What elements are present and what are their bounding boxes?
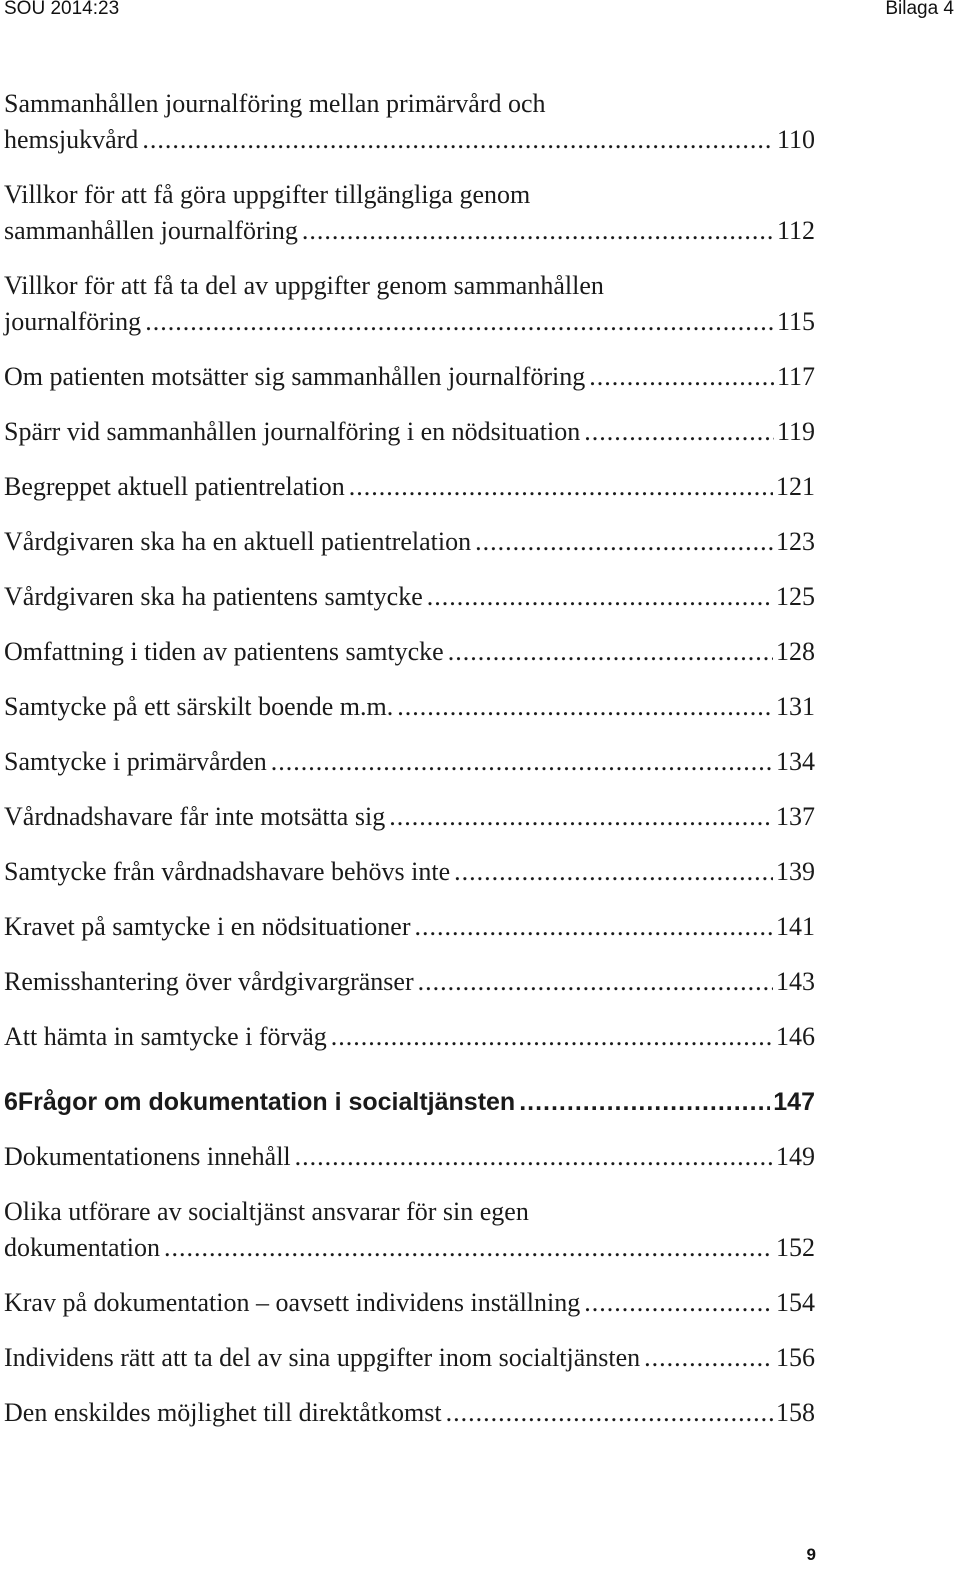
dot-leader: [414, 908, 773, 946]
toc-entry-row: [4, 633, 815, 671]
toc-entry-title-line: Sammanhållen journalföring mellan primärvård och: [4, 89, 546, 118]
toc-entry-row: [4, 963, 815, 1001]
running-header: [0, 0, 960, 22]
toc-entry-row: [4, 908, 815, 946]
toc-entry-title: Att hämta in samtycke i förväg: [4, 1022, 327, 1051]
toc-entry-row: [4, 853, 815, 891]
toc-entry-row: [4, 688, 815, 726]
toc-entry-row: [4, 212, 815, 250]
toc-entry-title: Om patienten motsätter sig sammanhållen journalföring: [4, 362, 586, 391]
toc-entry-title: Spärr vid sammanhållen journalföring i en nödsituation: [4, 417, 581, 446]
dot-leader: [302, 212, 774, 250]
toc-entry[interactable]: [4, 267, 815, 358]
toc-entry-row: [4, 1083, 815, 1121]
toc-page-number: 112: [776, 216, 815, 245]
toc-page-number: 139: [776, 857, 815, 886]
toc-entry-title-line: Villkor för att få ta del av uppgifter genom sammanhållen: [4, 271, 604, 300]
toc-page-number: 137: [776, 802, 815, 831]
toc-page-number: 115: [776, 307, 815, 336]
dot-leader: [331, 1018, 773, 1056]
toc-page-number: 146: [776, 1022, 815, 1051]
toc-entry-row: [4, 413, 815, 451]
toc-page-number: 110: [776, 125, 815, 154]
toc-entry[interactable]: [4, 743, 815, 798]
toc-entry[interactable]: [4, 468, 815, 523]
toc-entry-title: hemsjukvård: [4, 125, 139, 154]
dot-leader: [446, 1394, 773, 1432]
toc-entry-title: Samtycke i primärvården: [4, 747, 267, 776]
page-number: 9: [806, 1545, 816, 1564]
toc-page-number: 149: [776, 1142, 815, 1171]
toc-entry-title: Samtycke från vårdnadshavare behövs inte: [4, 857, 451, 886]
toc-page-number: 156: [776, 1343, 815, 1372]
toc-page-number: 128: [776, 637, 815, 666]
toc-entry-title: Individens rätt att ta del av sina uppgifter inom socialtjänsten: [4, 1343, 641, 1372]
toc-entry[interactable]: [4, 908, 815, 963]
toc-entry-title: Vårdgivaren ska ha en aktuell patientrelation: [4, 527, 472, 556]
dot-leader: [418, 963, 773, 1001]
toc-page-number: 147: [773, 1088, 815, 1116]
appendix-label: Bilaga 4: [885, 0, 954, 19]
dot-leader: [397, 688, 773, 726]
toc-entry-title: Den enskildes möjlighet till direktåtkomst: [4, 1398, 442, 1427]
dot-leader: [145, 303, 774, 341]
toc-entry-row: [4, 1018, 815, 1056]
toc-entry-title: journalföring: [4, 307, 142, 336]
toc-entry[interactable]: [4, 798, 815, 853]
dot-leader: [519, 1083, 770, 1121]
toc-entry[interactable]: [4, 176, 815, 267]
toc-entry[interactable]: [4, 358, 815, 413]
dot-leader: [448, 633, 773, 671]
toc-entry-row: [4, 1229, 815, 1267]
toc-entry-title: Remisshantering över vårdgivargränser: [4, 967, 414, 996]
toc-entry-title: sammanhållen journalföring: [4, 216, 298, 245]
toc-entry-title: Kravet på samtycke i en nödsituationer: [4, 912, 411, 941]
toc-entry-row: [4, 1284, 815, 1322]
toc-entry[interactable]: [4, 1018, 815, 1073]
toc-page-number: 117: [776, 362, 815, 391]
toc-entry[interactable]: [4, 413, 815, 468]
toc-entry[interactable]: [4, 963, 815, 1018]
toc-entry-row: [4, 1394, 815, 1432]
toc-entry-row: [4, 1339, 815, 1377]
dot-leader: [389, 798, 773, 836]
toc-entry[interactable]: [4, 688, 815, 743]
dot-leader: [142, 121, 774, 159]
toc-entry[interactable]: [4, 523, 815, 578]
toc-entry-title: Vårdgivaren ska ha patientens samtycke: [4, 582, 423, 611]
toc-page-number: 143: [776, 967, 815, 996]
toc-entry-title: dokumentation: [4, 1233, 160, 1262]
report-reference: SOU 2014:23: [4, 0, 120, 19]
toc-entry-title: Begreppet aktuell patientrelation: [4, 472, 345, 501]
toc-entry-title-line: Olika utförare av socialtjänst ansvarar för sin egen: [4, 1197, 529, 1226]
toc-page-number: 154: [776, 1288, 815, 1317]
dot-leader: [271, 743, 773, 781]
toc-page-number: 121: [776, 472, 815, 501]
toc-entry[interactable]: [4, 1193, 815, 1284]
toc-entry[interactable]: [4, 633, 815, 688]
dot-leader: [295, 1138, 773, 1176]
toc-page-number: 134: [776, 747, 815, 776]
toc-entry-row: [4, 523, 815, 561]
dot-leader: [589, 358, 774, 396]
table-of-contents: [4, 85, 815, 1449]
toc-page-number: 141: [776, 912, 815, 941]
toc-entry-row: [4, 358, 815, 396]
toc-entry-row: [4, 743, 815, 781]
toc-entry[interactable]: [4, 85, 815, 176]
chapter-title: Frågor om dokumentation i socialtjänsten: [17, 1088, 516, 1116]
toc-entry-title: Samtycke på ett särskilt boende m.m.: [4, 692, 394, 721]
chapter-number: 6: [4, 1088, 18, 1116]
toc-entry-row: [4, 468, 815, 506]
toc-entry-title: Omfattning i tiden av patientens samtycke: [4, 637, 444, 666]
toc-entry-row: [4, 303, 815, 341]
dot-leader: [475, 523, 773, 561]
toc-page-number: 131: [776, 692, 815, 721]
dot-leader: [164, 1229, 773, 1267]
toc-entry[interactable]: [4, 578, 815, 633]
toc-page-number: 123: [776, 527, 815, 556]
dot-leader: [454, 853, 773, 891]
toc-page-number: 152: [776, 1233, 815, 1262]
toc-entry-row: [4, 1138, 815, 1176]
toc-entry[interactable]: [4, 1394, 815, 1449]
toc-entry[interactable]: [4, 1284, 815, 1339]
toc-entry[interactable]: [4, 1138, 815, 1193]
toc-page-number: 119: [776, 417, 815, 446]
toc-entry[interactable]: [4, 853, 815, 908]
toc-entry[interactable]: [4, 1339, 815, 1394]
toc-entry-title: Vårdnadshavare får inte motsätta sig: [4, 802, 386, 831]
toc-chapter-entry[interactable]: [4, 1083, 815, 1138]
toc-entry-title: Dokumentationens innehåll: [4, 1142, 291, 1171]
dot-leader: [584, 1284, 773, 1322]
toc-entry-title: Krav på dokumentation – oavsett individens inställning: [4, 1288, 581, 1317]
toc-entry-row: [4, 121, 815, 159]
toc-page-number: 125: [776, 582, 815, 611]
toc-entry-title-line: Villkor för att få göra uppgifter tillgängliga genom: [4, 180, 531, 209]
toc-entry-row: [4, 798, 815, 836]
toc-page-number: 158: [776, 1398, 815, 1427]
dot-leader: [584, 413, 774, 451]
dot-leader: [427, 578, 773, 616]
dot-leader: [644, 1339, 773, 1377]
dot-leader: [349, 468, 773, 506]
toc-entry-row: [4, 578, 815, 616]
